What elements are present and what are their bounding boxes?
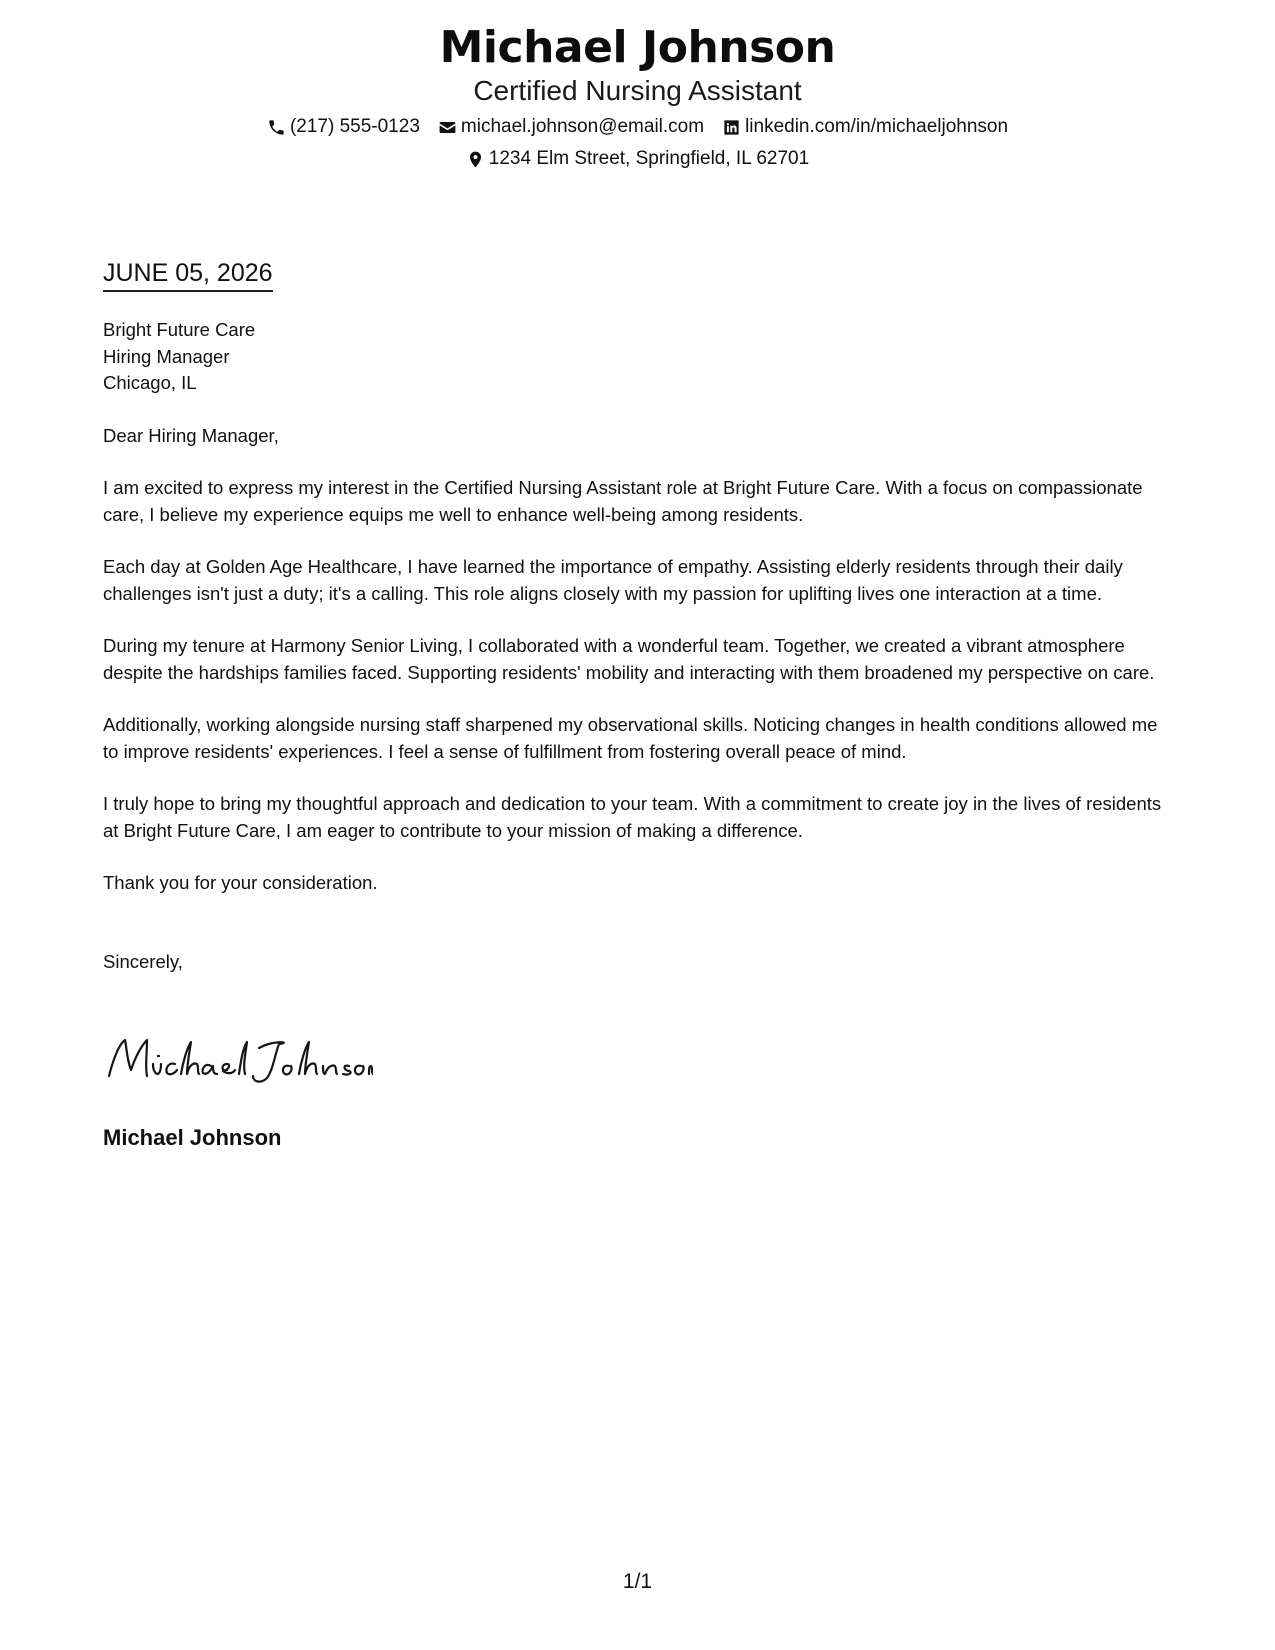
recipient-company: Bright Future Care [103,319,256,340]
closing: Sincerely, [103,950,183,972]
body-paragraph-5: I truly hope to bring my thoughtful approach and dedication to your team. With a commitment to create joy in the lives of residents at Bright Future Care, I am eager to contribute to your mission of making a difference. [103,793,1162,841]
contact-linkedin[interactable] [722,114,1008,140]
signature-image [103,1030,373,1090]
contact-phone [267,114,420,140]
salutation: Dear Hiring Manager, [103,424,279,446]
contact-address [466,146,809,172]
linkedin-link[interactable]: linkedin.com/in/michaeljohnson [745,116,1009,137]
phone-icon [267,118,286,137]
envelope-icon [438,118,457,137]
page-number: 1/1 [622,1570,653,1593]
signer-name: Michael Johnson [103,1125,282,1150]
letter-header [0,20,1275,172]
map-pin-icon [466,150,485,169]
contact-row [0,114,1275,140]
applicant-title: Certified Nursing Assistant [473,75,802,106]
recipient-role: Hiring Manager [103,345,230,367]
phone-text: (217) 555-0123 [289,116,420,137]
body-paragraph-2: Each day at Golden Age Healthcare, I have learned the importance of empathy. Assisting elderly residents through their daily challenges isn't just a duty; it's a calling. This role aligns closely with my passion for uplifting lives one interaction at a time. [103,556,1123,604]
thank-you-line: Thank you for your consideration. [103,872,378,893]
body-paragraph-1: I am excited to express my interest in the Certified Nursing Assistant role at Bright Future Care. With a focus on compassionate care, I believe my experience equips me well to enhance well-being among residents. [103,477,1143,525]
linkedin-icon [722,118,741,137]
applicant-name: Michael Johnson [439,22,836,73]
contact-email[interactable] [438,114,704,140]
letter-body [103,317,1173,975]
letter-date: JUNE 05, 2026 [103,258,273,292]
address-text: 1234 Elm Street, Springfield, IL 62701 [488,148,810,169]
email-link[interactable]: michael.johnson@email.com [460,116,705,137]
body-paragraph-4: Additionally, working alongside nursing staff sharpened my observational skills. Noticing changes in health conditions allowed me to improve residents' experiences. I feel a sense of fulfillment from fostering overall peace of mind. [103,714,1158,762]
recipient-block [103,317,1173,397]
recipient-location: Chicago, IL [103,372,197,393]
body-paragraph-3: During my tenure at Harmony Senior Living, I collaborated with a wonderful team. Together, we created a vibrant atmosphere despite the hardships families faced. Supporting residents' mobility and interacting with them broadened my perspective on care. [103,635,1155,683]
address-row [0,146,1275,172]
handwritten-signature [103,1030,373,1090]
